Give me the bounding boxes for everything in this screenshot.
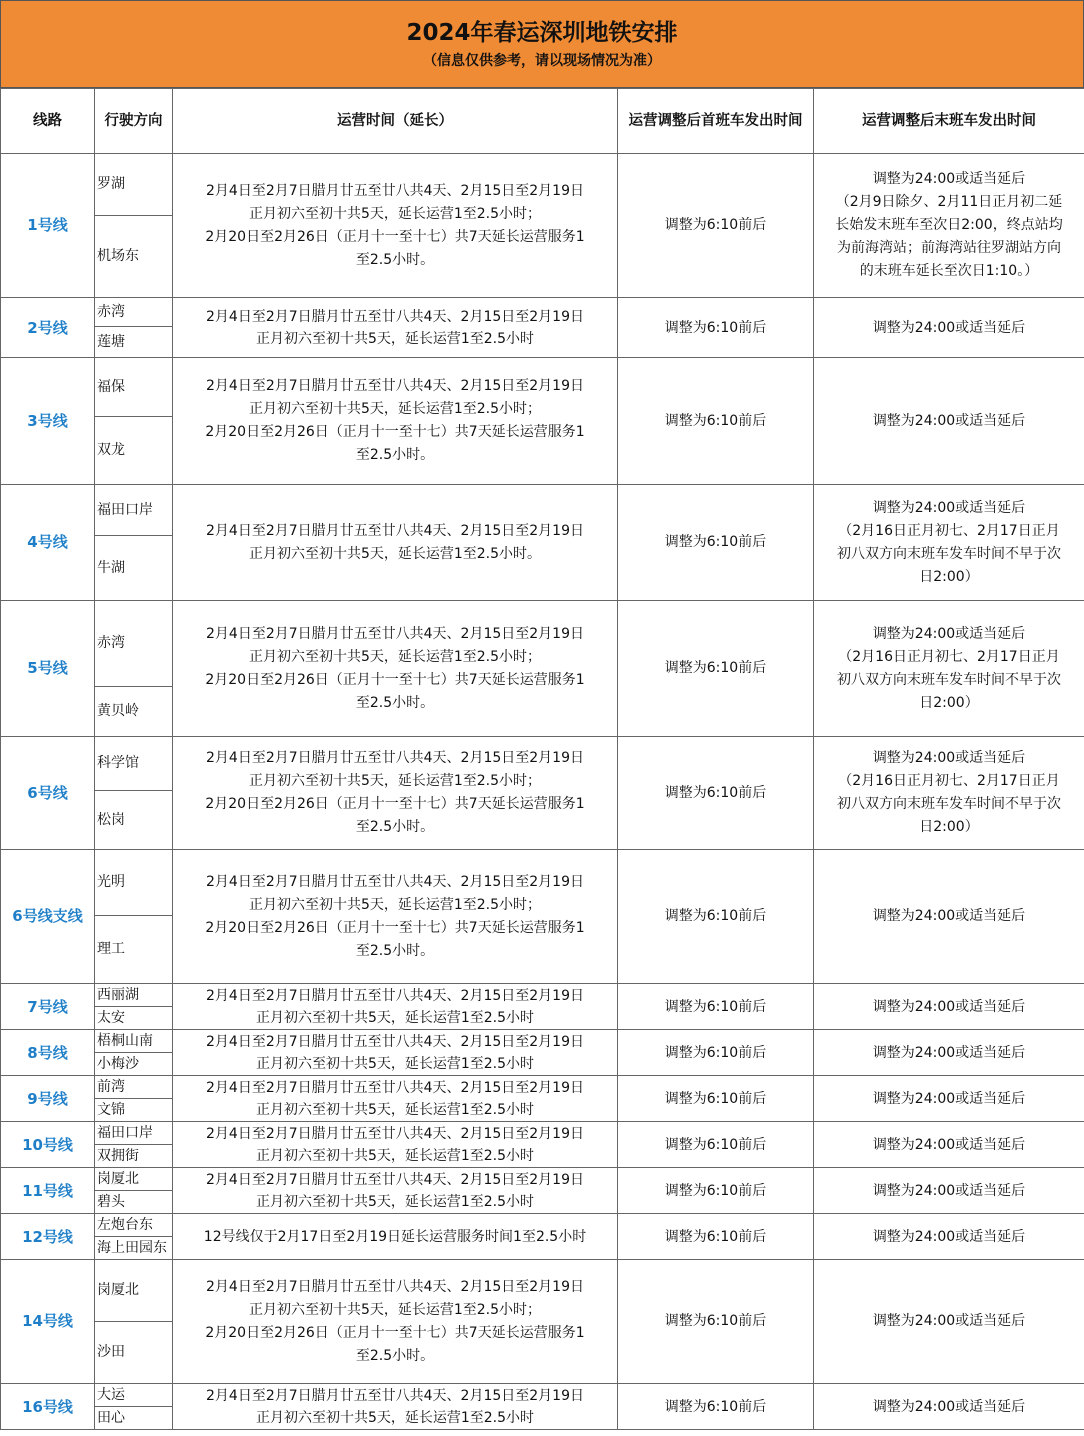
hours-line: 至2.5小时。	[355, 942, 435, 959]
hours-line: 12号线仅于2月17日至2月19日延长运营服务时间1至2.5小时	[203, 1228, 587, 1245]
first-train-time: 调整为6:10前后	[618, 485, 814, 601]
last-train-line: 调整为24:00或适当延后	[872, 412, 1026, 429]
direction-b: 小梅沙	[95, 1053, 173, 1076]
table-row	[1, 154, 1084, 216]
header-row	[1, 89, 1084, 154]
direction-b: 双龙	[95, 417, 173, 485]
direction-a: 科学馆	[95, 737, 173, 791]
last-train-line: 日2:00）	[919, 819, 979, 835]
line-name: 10号线	[1, 1122, 95, 1168]
direction-a: 福田口岸	[95, 1122, 173, 1145]
last-train-line: 为前海湾站；前海湾站往罗湖站方向	[837, 240, 1061, 256]
hours-line: 2月20日至2月26日（正月十一至十七）共7天延长运营服务1	[205, 1324, 585, 1341]
last-train-line: 调整为24:00或适当延后	[872, 750, 1026, 766]
table-row	[1, 1384, 1084, 1407]
direction-a: 岗厦北	[95, 1260, 173, 1322]
hours-line: 正月初六至初十共5天，延长运营1至2.5小时；	[248, 401, 542, 417]
hours-line: 2月4日至2月7日腊月廿五至廿八共4天、2月15日至2月19日	[206, 522, 584, 539]
last-train-line: 日2:00）	[919, 568, 979, 585]
operating-hours	[173, 1214, 618, 1260]
first-train-time: 调整为6:10前后	[618, 1214, 814, 1260]
hours-line: 2月20日至2月26日（正月十一至十七）共7天延长运营服务1	[205, 424, 585, 440]
hours-line: 正月初六至初十共5天，延长运营1至2.5小时	[255, 1147, 535, 1164]
hours-line: 2月20日至2月26日（正月十一至十七）共7天延长运营服务1	[205, 671, 585, 688]
direction-b: 海上田园东	[95, 1237, 173, 1260]
direction-b: 太安	[95, 1007, 173, 1030]
line-name: 9号线	[1, 1076, 95, 1122]
last-train-line: （2月16日正月初七、2月17日正月	[838, 522, 1060, 539]
table-row	[1, 1122, 1084, 1145]
direction-a: 岗厦北	[95, 1168, 173, 1191]
first-train-time: 调整为6:10前后	[618, 1384, 814, 1430]
operating-hours	[173, 298, 618, 358]
last-train-time	[814, 154, 1084, 298]
last-train-line: 长始发末班车至次日2:00，终点站均	[835, 217, 1063, 233]
table-row	[1, 737, 1084, 791]
hours-line: 2月4日至2月7日腊月廿五至廿八共4天、2月15日至2月19日	[206, 987, 584, 1004]
hours-line: 2月4日至2月7日腊月廿五至廿八共4天、2月15日至2月19日	[206, 182, 584, 199]
last-train-line: 调整为24:00或适当延后	[872, 1182, 1026, 1199]
hours-line: 正月初六至初十共5天，延长运营1至2.5小时	[255, 1193, 535, 1210]
header-line: 线路	[1, 89, 95, 154]
operating-hours	[173, 485, 618, 601]
direction-a: 光明	[95, 850, 173, 916]
last-train-line: 日2:00）	[919, 694, 979, 711]
last-train-line: 调整为24:00或适当延后	[872, 1398, 1026, 1415]
direction-b: 文锦	[95, 1099, 173, 1122]
hours-line: 正月初六至初十共5天，延长运营1至2.5小时	[255, 1055, 535, 1072]
last-train-time	[814, 1030, 1084, 1076]
hours-line: 正月初六至初十共5天，延长运营1至2.5小时	[255, 1101, 535, 1118]
hours-line: 2月4日至2月7日腊月廿五至廿八共4天、2月15日至2月19日	[206, 1079, 584, 1096]
line-name: 5号线	[1, 601, 95, 737]
operating-hours	[173, 154, 618, 298]
last-train-time	[814, 1076, 1084, 1122]
last-train-line: 调整为24:00或适当延后	[872, 1090, 1026, 1107]
hours-line: 2月4日至2月7日腊月廿五至廿八共4天、2月15日至2月19日	[206, 873, 584, 890]
direction-a: 前湾	[95, 1076, 173, 1099]
first-train-time: 调整为6:10前后	[618, 984, 814, 1030]
operating-hours	[173, 737, 618, 850]
last-train-time	[814, 737, 1084, 850]
last-train-time	[814, 358, 1084, 485]
hours-line: 至2.5小时。	[355, 819, 435, 835]
first-train-time: 调整为6:10前后	[618, 1076, 814, 1122]
last-train-time	[814, 1122, 1084, 1168]
hours-line: 2月20日至2月26日（正月十一至十七）共7天延长运营服务1	[205, 796, 585, 812]
header-last-train: 运营调整后末班车发出时间	[814, 89, 1084, 154]
last-train-line: 调整为24:00或适当延后	[872, 319, 1026, 336]
last-train-line: 初八双方向末班车发车时间不早于次	[837, 796, 1061, 812]
line-name: 14号线	[1, 1260, 95, 1384]
operating-hours	[173, 601, 618, 737]
hours-line: 2月4日至2月7日腊月廿五至廿八共4天、2月15日至2月19日	[206, 1171, 584, 1188]
hours-line: 正月初六至初十共5天，延长运营1至2.5小时；	[248, 648, 542, 665]
table-row	[1, 1030, 1084, 1053]
page-subtitle: （信息仅供参考，请以现场情况为准）	[423, 53, 661, 69]
page-title: 2024年春运深圳地铁安排	[406, 20, 678, 46]
hours-line: 正月初六至初十共5天，延长运营1至2.5小时	[255, 330, 535, 347]
direction-b: 松岗	[95, 791, 173, 850]
hours-line: 2月4日至2月7日腊月廿五至廿八共4天、2月15日至2月19日	[206, 1387, 584, 1404]
line-name: 11号线	[1, 1168, 95, 1214]
line-name: 2号线	[1, 298, 95, 358]
direction-b: 牛湖	[95, 536, 173, 601]
direction-a: 西丽湖	[95, 984, 173, 1007]
header-first-train: 运营调整后首班车发出时间	[618, 89, 814, 154]
first-train-time: 调整为6:10前后	[618, 601, 814, 737]
last-train-line: （2月9日除夕、2月11日正月初二延	[835, 194, 1063, 210]
last-train-line: 调整为24:00或适当延后	[872, 1313, 1026, 1329]
line-name: 6号线	[1, 737, 95, 850]
table-row	[1, 485, 1084, 536]
line-name: 7号线	[1, 984, 95, 1030]
table-row	[1, 298, 1084, 327]
first-train-time: 调整为6:10前后	[618, 737, 814, 850]
line-name: 12号线	[1, 1214, 95, 1260]
line-name: 6号线支线	[1, 850, 95, 984]
operating-hours	[173, 1122, 618, 1168]
header-direction: 行驶方向	[95, 89, 173, 154]
operating-hours	[173, 1168, 618, 1214]
hours-line: 正月初六至初十共5天，延长运营1至2.5小时；	[248, 773, 542, 789]
last-train-line: 调整为24:00或适当延后	[872, 171, 1026, 187]
last-train-line: 调整为24:00或适当延后	[872, 998, 1026, 1015]
hours-line: 至2.5小时。	[355, 1347, 435, 1364]
hours-line: 2月20日至2月26日（正月十一至十七）共7天延长运营服务1	[205, 919, 585, 936]
operating-hours	[173, 358, 618, 485]
first-train-time: 调整为6:10前后	[618, 1030, 814, 1076]
direction-a: 福保	[95, 358, 173, 417]
hours-line: 正月初六至初十共5天，延长运营1至2.5小时；	[248, 1301, 542, 1318]
last-train-line: 调整为24:00或适当延后	[872, 499, 1026, 516]
hours-line: 至2.5小时。	[355, 251, 435, 268]
first-train-time: 调整为6:10前后	[618, 298, 814, 358]
first-train-time: 调整为6:10前后	[618, 850, 814, 984]
direction-a: 罗湖	[95, 154, 173, 216]
hours-line: 2月4日至2月7日腊月廿五至廿八共4天、2月15日至2月19日	[206, 1033, 584, 1050]
last-train-line: 初八双方向末班车发车时间不早于次	[837, 671, 1061, 688]
hours-line: 2月4日至2月7日腊月廿五至廿八共4天、2月15日至2月19日	[206, 308, 584, 325]
operating-hours	[173, 1030, 618, 1076]
line-name: 3号线	[1, 358, 95, 485]
first-train-time: 调整为6:10前后	[618, 154, 814, 298]
operating-hours	[173, 1384, 618, 1430]
direction-a: 左炮台东	[95, 1214, 173, 1237]
last-train-line: 调整为24:00或适当延后	[872, 1044, 1026, 1061]
table-row	[1, 1076, 1084, 1099]
direction-a: 大运	[95, 1384, 173, 1407]
direction-b: 机场东	[95, 216, 173, 298]
operating-hours	[173, 1076, 618, 1122]
last-train-line: （2月16日正月初七、2月17日正月	[838, 773, 1060, 789]
hours-line: 至2.5小时。	[355, 447, 435, 463]
first-train-time: 调整为6:10前后	[618, 1122, 814, 1168]
hours-line: 2月4日至2月7日腊月廿五至廿八共4天、2月15日至2月19日	[206, 750, 584, 766]
last-train-line: 调整为24:00或适当延后	[872, 1228, 1026, 1245]
line-name: 4号线	[1, 485, 95, 601]
line-name: 16号线	[1, 1384, 95, 1430]
schedule-body	[1, 154, 1084, 1430]
direction-b: 田心	[95, 1407, 173, 1430]
last-train-line: 的末班车延长至次日1:10。）	[859, 263, 1039, 279]
table-row	[1, 850, 1084, 916]
direction-b: 黄贝岭	[95, 687, 173, 737]
hours-line: 2月4日至2月7日腊月廿五至廿八共4天、2月15日至2月19日	[206, 378, 584, 394]
last-train-line: 初八双方向末班车发车时间不早于次	[837, 545, 1061, 562]
direction-b: 理工	[95, 916, 173, 984]
table-row	[1, 984, 1084, 1007]
hours-line: 正月初六至初十共5天，延长运营1至2.5小时；	[248, 896, 542, 913]
hours-line: 正月初六至初十共5天，延长运营1至2.5小时。	[248, 545, 542, 562]
hours-line: 2月4日至2月7日腊月廿五至廿八共4天、2月15日至2月19日	[206, 625, 584, 642]
operating-hours	[173, 1260, 618, 1384]
first-train-time: 调整为6:10前后	[618, 358, 814, 485]
direction-a: 赤湾	[95, 298, 173, 327]
hours-line: 2月4日至2月7日腊月廿五至廿八共4天、2月15日至2月19日	[206, 1125, 584, 1142]
line-name: 8号线	[1, 1030, 95, 1076]
header-hours: 运营时间（延长）	[173, 89, 618, 154]
direction-b: 莲塘	[95, 327, 173, 358]
hours-line: 正月初六至初十共5天，延长运营1至2.5小时	[255, 1409, 535, 1426]
last-train-time	[814, 1260, 1084, 1384]
table-row	[1, 1214, 1084, 1237]
title-banner	[0, 0, 1084, 88]
direction-b: 碧头	[95, 1191, 173, 1214]
hours-line: 2月20日至2月26日（正月十一至十七）共7天延长运营服务1	[205, 228, 585, 245]
table-row	[1, 1260, 1084, 1322]
table-row	[1, 1168, 1084, 1191]
hours-line: 2月4日至2月7日腊月廿五至廿八共4天、2月15日至2月19日	[206, 1278, 584, 1295]
last-train-line: 调整为24:00或适当延后	[872, 625, 1026, 642]
first-train-time: 调整为6:10前后	[618, 1168, 814, 1214]
direction-b: 双拥街	[95, 1145, 173, 1168]
table-row	[1, 358, 1084, 417]
last-train-line: （2月16日正月初七、2月17日正月	[838, 648, 1060, 665]
last-train-time	[814, 298, 1084, 358]
schedule-table	[0, 88, 1084, 1430]
operating-hours	[173, 850, 618, 984]
line-name: 1号线	[1, 154, 95, 298]
direction-a: 福田口岸	[95, 485, 173, 536]
first-train-time: 调整为6:10前后	[618, 1260, 814, 1384]
last-train-time	[814, 1214, 1084, 1260]
last-train-line: 调整为24:00或适当延后	[872, 1136, 1026, 1153]
direction-b: 沙田	[95, 1322, 173, 1384]
last-train-time	[814, 1384, 1084, 1430]
direction-a: 梧桐山南	[95, 1030, 173, 1053]
hours-line: 正月初六至初十共5天，延长运营1至2.5小时	[255, 1009, 535, 1026]
table-row	[1, 601, 1084, 687]
last-train-time	[814, 984, 1084, 1030]
last-train-time	[814, 850, 1084, 984]
hours-line: 至2.5小时。	[355, 694, 435, 711]
last-train-time	[814, 601, 1084, 737]
direction-a: 赤湾	[95, 601, 173, 687]
operating-hours	[173, 984, 618, 1030]
last-train-line: 调整为24:00或适当延后	[872, 908, 1026, 924]
hours-line: 正月初六至初十共5天，延长运营1至2.5小时；	[248, 205, 542, 222]
last-train-time	[814, 485, 1084, 601]
last-train-time	[814, 1168, 1084, 1214]
